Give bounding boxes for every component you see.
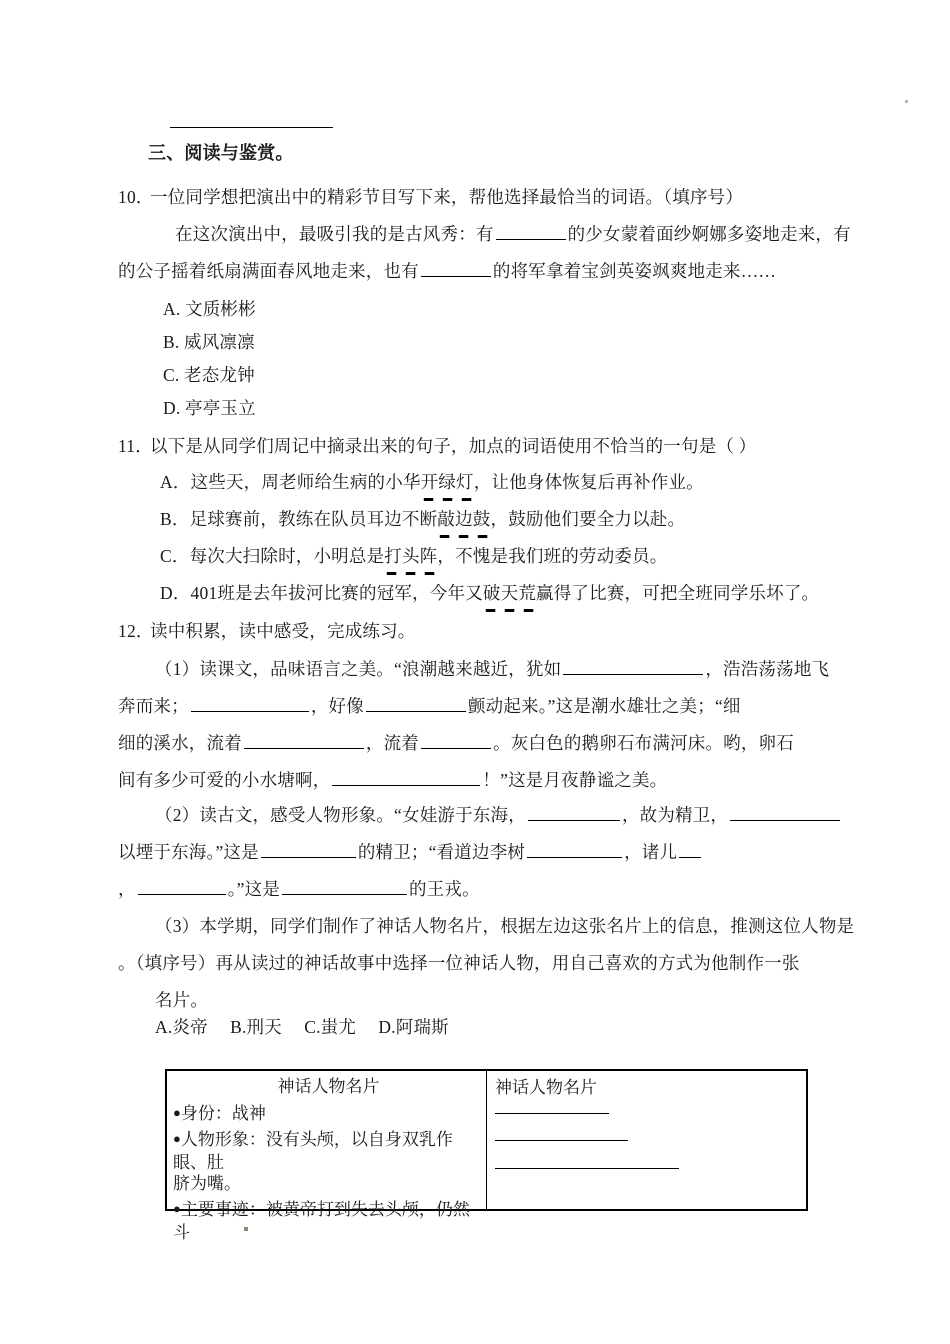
question-11-number: 11． bbox=[118, 436, 153, 456]
q11-option-a-after: ，让他身体恢复后再补作业。 bbox=[473, 472, 704, 492]
q12-sub1-seg-g: ，流着 bbox=[365, 733, 420, 753]
q12-sub1-seg-b: ，浩浩荡荡地飞 bbox=[705, 659, 830, 679]
q12-sub2-blank-6[interactable] bbox=[138, 879, 226, 895]
card-cell-right bbox=[487, 1071, 806, 1209]
q12-sub2-seg-d: 的精卫；“看道边李树 bbox=[357, 842, 526, 862]
q12-sub3-label: （3） bbox=[155, 916, 200, 936]
q12-sub2-seg-b: ，故为精卫， bbox=[621, 805, 729, 825]
q10-option-b[interactable]: B. 威风凛凛 bbox=[163, 332, 255, 352]
q12-sub2-blank-4[interactable] bbox=[527, 842, 622, 858]
q11-option-c-label: C． bbox=[160, 546, 190, 566]
q11-option-b-emphasis: 敲边鼓 bbox=[437, 509, 491, 529]
q11-option-d[interactable] bbox=[160, 581, 819, 605]
question-10-stem: 一位同学想把演出中的精彩节目写下来，帮他选择最恰当的词语。（填序号） bbox=[150, 187, 744, 207]
q11-option-c-after: ，不愧是我们班的劳动委员。 bbox=[437, 546, 668, 566]
card-right-title: 神话人物名片 bbox=[495, 1078, 597, 1097]
q12-sub1-seg-f: 细的溪水，流着 bbox=[118, 733, 242, 753]
q12-sub2-seg-g: 。”这是 bbox=[227, 879, 281, 899]
q12-sub3-text-1: 本学期，同学们制作了神话人物名片，根据左边这张名片上的信息，推测这位人物是 bbox=[199, 916, 855, 936]
card-left-row-appearance bbox=[173, 1127, 484, 1174]
page-speck-top-right bbox=[905, 100, 908, 103]
q11-option-a-emphasis: 开绿灯 bbox=[420, 472, 474, 492]
q12-sub2-blank-3[interactable] bbox=[261, 842, 356, 858]
q12-sub1-blank-5[interactable] bbox=[421, 733, 491, 749]
card-left-row-identity bbox=[173, 1101, 484, 1125]
q11-option-c-emphasis: 打头阵 bbox=[384, 546, 438, 566]
question-11-stem: 以下是从同学们周记中摘录出来的句子，加点的词语使用不恰当的一句是（ ） bbox=[150, 436, 757, 456]
q11-option-d-after: 赢得了比赛，可把全班同学乐坏了。 bbox=[536, 583, 820, 603]
q12-sub1-line-2 bbox=[118, 694, 741, 718]
q12-sub1-label: （1） bbox=[155, 659, 200, 679]
card-right-blank-line-2[interactable] bbox=[495, 1140, 628, 1141]
card-left-row-appearance-cont-text: 脐为嘴。 bbox=[173, 1174, 241, 1193]
q11-option-b-after: ，鼓励他们要全力以赴。 bbox=[490, 509, 686, 529]
q12-sub1-seg-d: ，好像 bbox=[310, 696, 364, 716]
q11-option-d-before: 401班是去年拔河比赛的冠军，今年又 bbox=[190, 583, 483, 603]
q11-option-b[interactable] bbox=[160, 507, 685, 531]
q12-sub1-seg-j: ！”这是月夜静谧之美。 bbox=[482, 770, 668, 790]
q12-sub2-blank-5[interactable] bbox=[679, 842, 701, 858]
q12-sub1-seg-a: 读课文，品味语言之美。“浪潮越来越近，犹如 bbox=[199, 659, 562, 679]
card-cell-left bbox=[167, 1071, 487, 1242]
q12-sub1-blank-2[interactable] bbox=[191, 696, 309, 712]
card-right-blank-line-3[interactable] bbox=[495, 1168, 679, 1169]
q12-sub1-blank-6[interactable] bbox=[332, 770, 480, 786]
q12-sub2-line-2 bbox=[118, 840, 703, 864]
q12-sub2-blank-2[interactable] bbox=[730, 805, 840, 821]
q10-passage-seg-4: 的将军拿着宝剑英姿飒爽地走来…… bbox=[492, 261, 777, 281]
question-10-passage-line-2 bbox=[118, 259, 776, 283]
q12-sub3-line-1 bbox=[155, 914, 854, 938]
q11-option-c-before: 每次大扫除时，小明总是 bbox=[189, 546, 385, 566]
q12-sub1-line-3 bbox=[118, 731, 794, 755]
q10-option-d[interactable]: D. 亭亭玉立 bbox=[163, 398, 256, 418]
q11-option-b-before: 足球赛前，教练在队员耳边不断 bbox=[189, 509, 438, 529]
q11-option-a[interactable] bbox=[160, 470, 704, 494]
q11-option-b-label: B． bbox=[160, 509, 190, 529]
question-10-passage-line-1 bbox=[175, 222, 851, 246]
q11-option-c[interactable] bbox=[160, 544, 668, 568]
card-left-row-deeds-text: 主要事迹：被黄帝打到失去头颅，仍然斗 bbox=[173, 1200, 470, 1242]
q12-sub2-seg-a: 读古文，感受人物形象。“女娃游于东海， bbox=[199, 805, 526, 825]
card-left-row-identity-text: 身份：战神 bbox=[180, 1104, 266, 1123]
q11-option-d-label: D． bbox=[160, 583, 191, 603]
card-left-row-appearance-text: 人物形象：没有头颅，以自身双乳作眼、肚 bbox=[173, 1130, 453, 1172]
section-heading: 三、阅读与鉴赏。 bbox=[148, 143, 294, 163]
q12-sub1-line-4 bbox=[118, 768, 667, 792]
q12-sub3-options[interactable]: A.炎帝 B.刑天 C.蚩尤 D.阿瑞斯 bbox=[155, 1017, 449, 1037]
question-12-stem: 读中积累，读中感受，完成练习。 bbox=[150, 621, 416, 641]
card-left-row-appearance-cont bbox=[173, 1172, 484, 1195]
q10-passage-seg-1: 在这次演出中，最吸引我的是古风秀：有 bbox=[175, 224, 494, 244]
q10-blank-2[interactable] bbox=[421, 261, 491, 277]
q12-sub2-seg-c: 以堙于东海。”这是 bbox=[118, 842, 259, 862]
q12-sub1-line-1 bbox=[155, 657, 829, 681]
q11-option-a-label: A． bbox=[160, 472, 191, 492]
top-divider-rule bbox=[170, 127, 333, 128]
q12-sub2-seg-h: 的王戎。 bbox=[409, 879, 480, 899]
card-right-blank-line-1[interactable] bbox=[495, 1113, 609, 1114]
myth-character-card-table bbox=[165, 1069, 808, 1242]
q10-passage-seg-2: 的少女蒙着面纱婀娜多姿地走来，有 bbox=[567, 224, 851, 244]
q10-option-a[interactable]: A. 文质彬彬 bbox=[163, 299, 256, 319]
q12-sub2-seg-f: ， bbox=[118, 879, 136, 899]
q12-sub1-seg-h: 。灰白色的鹅卵石布满河床。哟，卵石 bbox=[493, 733, 794, 753]
question-12-number: 12． bbox=[118, 621, 154, 641]
q12-sub1-seg-e: 颤动起来。”这是潮水雄壮之美；“细 bbox=[467, 696, 741, 716]
q12-sub2-line-3 bbox=[118, 877, 480, 901]
question-10-number: 10． bbox=[118, 187, 154, 207]
q12-sub2-line-1 bbox=[155, 803, 842, 827]
q12-sub1-blank-4[interactable] bbox=[244, 733, 364, 749]
q12-sub2-label: （2） bbox=[155, 805, 200, 825]
q12-sub2-blank-1[interactable] bbox=[528, 805, 620, 821]
q11-option-a-before: 这些天，周老师给生病的小华 bbox=[190, 472, 421, 492]
q10-option-c[interactable]: C. 老态龙钟 bbox=[163, 365, 255, 385]
bullet-icon-3: ● bbox=[173, 1201, 181, 1216]
q10-blank-1[interactable] bbox=[496, 224, 566, 240]
bullet-icon-1: ● bbox=[173, 1105, 181, 1120]
bullet-icon-2: ● bbox=[173, 1131, 181, 1146]
q12-sub2-blank-7[interactable] bbox=[282, 879, 407, 895]
q12-sub3-line-3: 名片。 bbox=[155, 990, 209, 1010]
card-left-row-deeds bbox=[173, 1197, 484, 1244]
q12-sub1-blank-3[interactable] bbox=[366, 696, 466, 712]
q12-sub1-seg-c: 奔而来； bbox=[118, 696, 189, 716]
q12-sub1-seg-i: 间有多少可爱的小水塘啊， bbox=[118, 770, 331, 790]
q10-passage-seg-3: 的公子摇着纸扇满面春风地走来，也有 bbox=[118, 261, 419, 281]
q11-option-d-emphasis: 破天荒 bbox=[482, 583, 537, 603]
q12-sub1-blank-1[interactable] bbox=[563, 659, 703, 675]
card-left-title: 神话人物名片 bbox=[277, 1077, 380, 1096]
q12-sub2-seg-e: ，诸儿 bbox=[624, 842, 678, 862]
q12-sub3-line-2: 。（填序号）再从读过的神话故事中选择一位神话人物，用自己喜欢的方式为他制作一张 bbox=[118, 953, 800, 973]
